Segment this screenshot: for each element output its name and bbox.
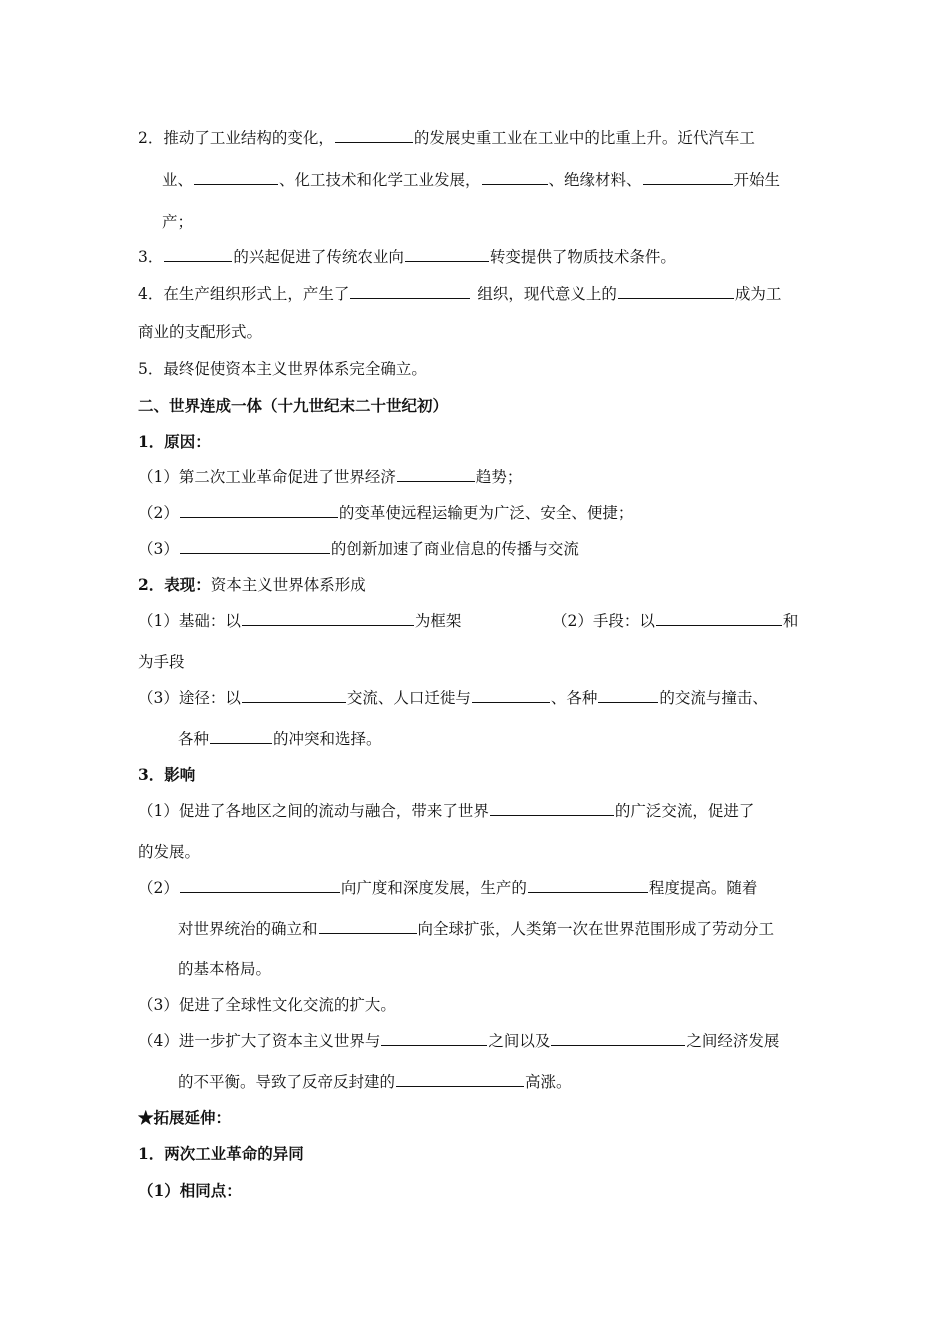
blank [194, 169, 278, 185]
blank [643, 169, 733, 185]
blank [350, 283, 470, 299]
i4-text-c: 之间经济发展 [686, 1032, 780, 1050]
i3-text: （3）促进了全球性文化交流的扩大。 [138, 996, 396, 1014]
blank [164, 246, 232, 262]
blank [180, 877, 340, 893]
blank [397, 466, 475, 482]
i4-text-a: （4）进一步扩大了资本主义世界与 [138, 1032, 381, 1050]
manifestation-2-line [552, 610, 798, 632]
blank [482, 169, 548, 185]
item-2-text-f: 开始生 [733, 171, 781, 189]
extension-sub-1-text: 1．两次工业革命的异同 [138, 1144, 304, 1163]
item-3-line [138, 246, 676, 268]
item-2-text-g: 产； [162, 213, 194, 231]
impact-3-line [138, 994, 396, 1016]
item-3-text-a: 3． [138, 248, 164, 266]
cause-1-text-a: （1）第二次工业革命促进了世界经济 [138, 468, 396, 486]
item-2-text-e: 、绝缘材料、 [548, 171, 642, 189]
i2-text-f: 的基本格局。 [178, 960, 272, 978]
m3-text-d: 的交流与撞击、 [659, 689, 768, 707]
causes-title-text: 1．原因： [138, 432, 211, 451]
manifestation-3-line-2 [178, 728, 382, 750]
item-4-text-a: 4．在生产组织形式上，产生了 [138, 285, 350, 303]
item-4-line-1 [138, 283, 781, 305]
section-2-heading [138, 395, 448, 417]
item-2-text-c: 业、 [162, 171, 194, 189]
cause-2-line [138, 502, 633, 524]
extension-sub-1 [138, 1143, 304, 1165]
cause-2-text-b: 的变革使远程运输更为广泛、安全、便捷； [338, 504, 634, 522]
causes-title [138, 431, 211, 453]
section-2-heading-text: 二、世界连成一体（十九世纪末二十世纪初） [138, 396, 449, 415]
i4-text-e: 高涨。 [525, 1073, 572, 1091]
m2-text-c: 为手段 [138, 653, 185, 671]
i1-text-c: 的发展。 [138, 843, 201, 861]
i2-text-e: 向全球扩张，人类第一次在世界范围形成了劳动分工 [417, 920, 775, 938]
extension-heading [138, 1107, 231, 1129]
manifestation-label: 2．表现： [138, 575, 211, 594]
item-2-text-b: 的发展史重工业在工业中的比重上升。近代汽车工 [413, 129, 755, 147]
cause-3-text-a: （3） [138, 540, 179, 558]
cause-3-text-b: 的创新加速了商业信息的传播与交流 [330, 540, 579, 558]
blank [598, 687, 658, 703]
i4-text-d: 的不平衡。导致了反帝反封建的 [178, 1073, 396, 1091]
impact-title-text: 3．影响 [138, 765, 196, 784]
m2-text-b: 和 [782, 612, 799, 630]
item-5-line [138, 358, 427, 380]
i2-text-a: （2） [138, 879, 179, 897]
blank [242, 687, 346, 703]
m3-text-a: （3）途径：以 [138, 689, 241, 707]
blank [656, 610, 782, 626]
item-4-text-c: 成为工 [734, 285, 782, 303]
blank [396, 1071, 524, 1087]
impact-1-line-2 [138, 841, 200, 863]
item-3-text-c: 转变提供了物质技术条件。 [489, 248, 676, 266]
impact-4-line-2 [178, 1071, 572, 1093]
item-3-text-b: 的兴起促进了传统农业向 [233, 248, 404, 266]
item-4-text-d: 商业的支配形式。 [138, 323, 263, 341]
blank [210, 728, 272, 744]
item-5-text: 5．最终促使资本主义世界体系完全确立。 [138, 360, 427, 378]
m3-text-e: 各种 [178, 730, 210, 748]
blank [381, 1030, 487, 1046]
i2-text-c: 程度提高。随着 [648, 879, 758, 897]
item-4-line-2 [138, 321, 262, 343]
i1-text-b: 的广泛交流，促进了 [614, 802, 755, 820]
blank [490, 800, 614, 816]
m3-text-b: 交流、人口迁徙与 [346, 689, 471, 707]
blank [180, 502, 338, 518]
blank [528, 877, 648, 893]
impact-2-line-3 [178, 958, 271, 980]
cause-3-line [138, 538, 579, 560]
manifestation-1-line [138, 610, 461, 632]
i2-text-d: 对世界统治的确立和 [178, 920, 318, 938]
manifestation-title [138, 574, 366, 596]
impact-1-line-1 [138, 800, 754, 822]
i4-text-b: 之间以及 [488, 1032, 551, 1050]
blank [551, 1030, 685, 1046]
m1-text-b: 为框架 [414, 612, 462, 630]
item-4-text-b: 组织，现代意义上的 [477, 285, 617, 303]
blank [319, 918, 417, 934]
impact-4-line-1 [138, 1030, 779, 1052]
manifestation-2-cont [138, 651, 185, 673]
item-2-line-3 [162, 211, 193, 233]
cause-1-text-b: 趋势； [475, 468, 523, 486]
blank [618, 283, 734, 299]
impact-2-line-1 [138, 877, 757, 899]
item-2-text-d: 、化工技术和化学工业发展， [279, 171, 481, 189]
i1-text-a: （1）促进了各地区之间的流动与融合，带来了世界 [138, 802, 489, 820]
blank [180, 538, 330, 554]
blank [242, 610, 414, 626]
item-2-line-1 [138, 127, 755, 149]
impact-2-line-2 [178, 918, 774, 940]
m3-text-c: 、各种 [550, 689, 598, 707]
extension-heading-text: ★拓展延伸： [138, 1108, 232, 1127]
m2-text-a: （2）手段：以 [552, 612, 655, 630]
blank [405, 246, 489, 262]
m3-text-f: 的冲突和选择。 [273, 730, 382, 748]
blank [335, 127, 413, 143]
blank [472, 687, 550, 703]
impact-title [138, 764, 195, 786]
manifestation-text: 资本主义世界体系形成 [210, 576, 366, 594]
manifestation-3-line-1 [138, 687, 768, 709]
cause-1-line [138, 466, 522, 488]
item-2-text-a: 2．推动了工业结构的变化， [138, 129, 334, 147]
cause-2-text-a: （2） [138, 504, 179, 522]
extension-sub-1-1-text: （1）相同点： [138, 1181, 242, 1200]
item-2-line-2 [162, 169, 780, 191]
extension-sub-1-1 [138, 1180, 242, 1202]
i2-text-b: 向广度和深度发展，生产的 [340, 879, 527, 897]
m1-text-a: （1）基础：以 [138, 612, 241, 630]
